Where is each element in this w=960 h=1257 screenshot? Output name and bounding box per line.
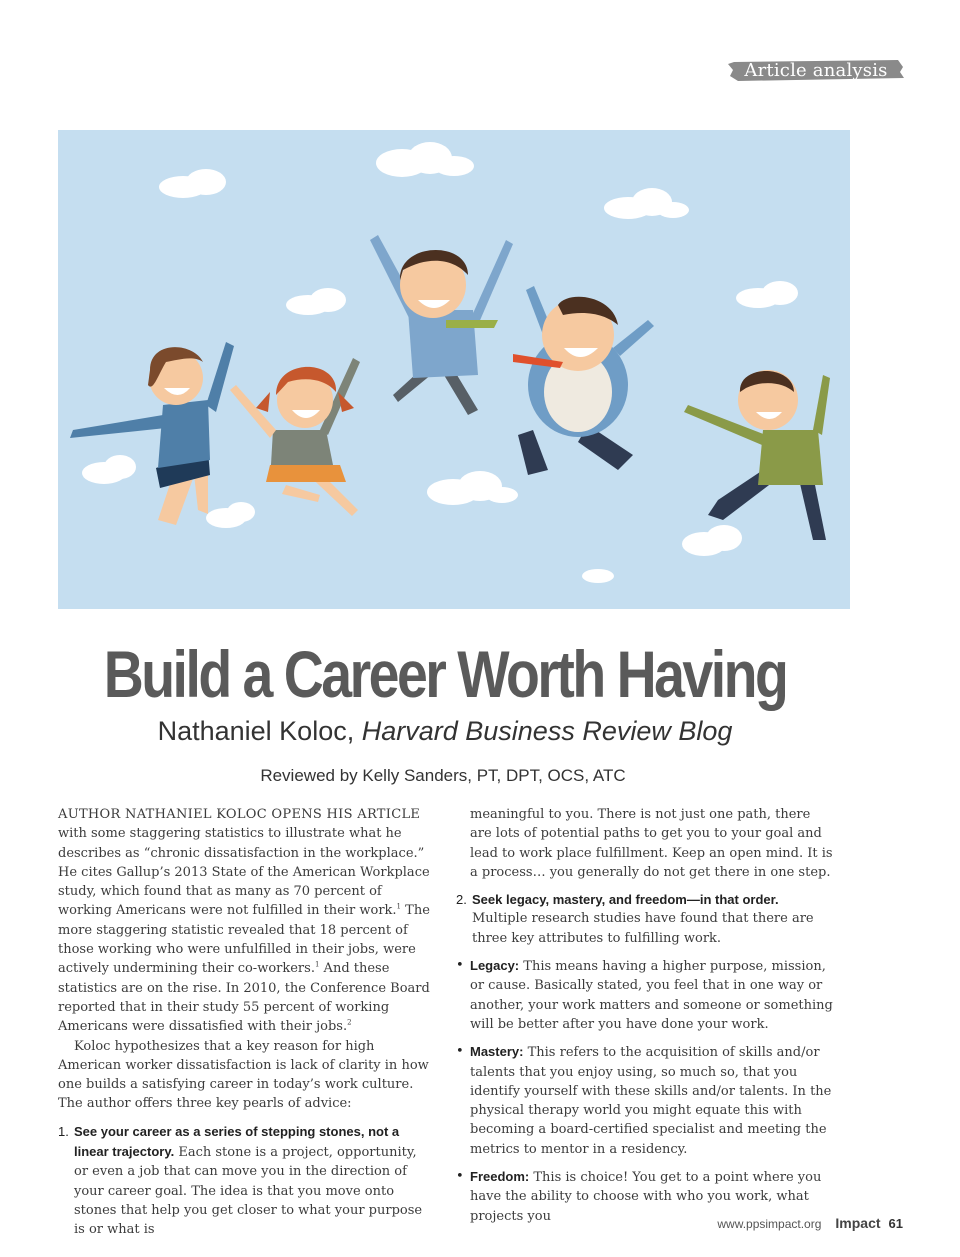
intro-text-b: The more staggering statistic revealed that 18 percent of those working who were unfulfilled in their jobs, were actively undermining their co-workers. xyxy=(58,903,430,977)
bullet-body xyxy=(470,956,836,1034)
bullet-heading: Mastery: xyxy=(470,1044,524,1060)
item-heading: Seek legacy, mastery, and freedom—in that order. xyxy=(472,892,779,908)
intro-paragraph xyxy=(58,805,430,1037)
left-column xyxy=(58,805,430,1240)
footnote-ref: 1 xyxy=(396,903,402,912)
item-body xyxy=(472,890,836,948)
item-heading: See your career as a series of stepping stones, not a linear trajectory. xyxy=(74,1123,400,1160)
bullet-icon: • xyxy=(456,1044,464,1060)
item-body xyxy=(74,1122,430,1240)
reviewer-credit: Reviewed by Kelly Sanders, PT, DPT, OCS, ATC xyxy=(260,766,626,785)
magazine-brand: Impact xyxy=(835,1215,881,1231)
item-number: 1. xyxy=(58,1123,69,1139)
footnote-ref: 1 xyxy=(314,961,320,970)
continued-paragraph: meaningful to you. There is not just one path, there are lots of potential paths to get you to your goal and lead to work place fulfillment. Keep an open mind. It is a process… you generally do not get there in one step. xyxy=(470,807,833,880)
page-number: 61 xyxy=(888,1216,903,1231)
item-text: Multiple research studies have found that there are three key attributes to fulfilling work. xyxy=(472,911,814,946)
bullet-heading: Legacy: xyxy=(470,958,520,974)
author-name: Nathaniel Koloc, xyxy=(157,716,355,746)
bullet-text: This means having a higher purpose, mission, or cause. Basically stated, you feel that in one way or another, your work matters and someone or something will be better after you have done your work. xyxy=(470,959,833,1032)
lead-in-caps: AUTHOR NATHANIEL KOLOC OPENS HIS ARTICLE xyxy=(58,807,421,822)
bullet-icon: • xyxy=(456,958,464,974)
advice-item-1 xyxy=(58,1122,430,1240)
bullet-text: This refers to the acquisition of skills and/or talents that you enjoy using, so much so, that you identify yourself with these skills and/or talents. In the physical therapy world you might equate this with becoming a board-certified specialist and meeting the metrics to mentor in a residency. xyxy=(470,1045,832,1157)
footer-url[interactable]: www.ppsimpact.org xyxy=(717,1217,822,1231)
bullet-body xyxy=(470,1042,836,1159)
bullet-mastery xyxy=(456,1042,836,1159)
hypothesis-paragraph: Koloc hypothesizes that a key reason for high American worker dissatisfaction is lack of clarity in how one builds a satisfying career in today’s work culture. The author offers three key pearls of advice: xyxy=(58,1038,429,1112)
article-byline xyxy=(0,716,890,747)
source-publication: Harvard Business Review Blog xyxy=(361,716,733,746)
intro-text-a: with some staggering statistics to illustrate what he describes as “chronic dissatisfaction in the workplace.” He cites Gallup’s 2013 State of the American Workplace study, which found that as many as 70 percent of working Americans were not fulfilled in their work. xyxy=(58,826,430,919)
hero-illustration xyxy=(58,130,850,609)
item-number: 2. xyxy=(456,892,467,908)
bullet-text: This is choice! You get to a point where you have the ability to choose with who you work, what projects you xyxy=(470,1170,822,1224)
bullet-icon: • xyxy=(456,1169,464,1185)
item-text: Each stone is a project, opportunity, or even a job that can move you in the direction of your career goal. The idea is that you move onto stones that help you get closer to what your purpose is or what is xyxy=(74,1145,423,1238)
section-tag-label: Article analysis xyxy=(744,59,888,81)
right-column xyxy=(456,805,836,1226)
advice-item-2 xyxy=(456,890,836,948)
bullet-heading: Freedom: xyxy=(470,1169,530,1185)
footnote-ref: 2 xyxy=(347,1018,352,1027)
intro-text-c: And these statistics are on the rise. In 2010, the Conference Board reported that in their study 55 percent of working Americans were dissatisfied with their jobs. xyxy=(58,961,430,1035)
bullet-legacy xyxy=(456,956,836,1034)
page-footer xyxy=(717,1215,903,1231)
section-tag xyxy=(728,58,904,82)
article-title: Build a Career Worth Having xyxy=(103,637,787,711)
